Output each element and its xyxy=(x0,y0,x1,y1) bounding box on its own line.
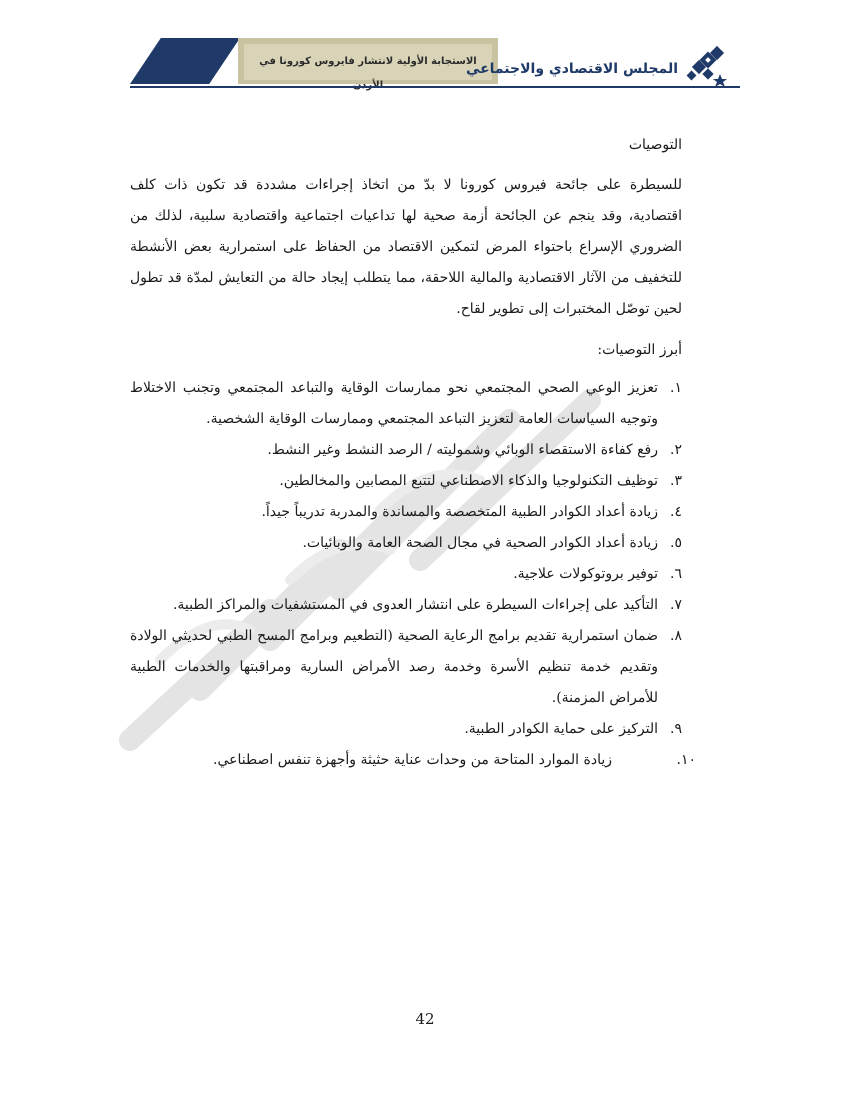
main-content xyxy=(130,130,696,776)
list-item xyxy=(130,559,682,590)
list-item-text: توفير بروتوكولات علاجية. xyxy=(513,566,658,582)
list-item-text: توظيف التكنولوجيا والذكاء الاصطناعي لتتبع المصابين والمخالطين. xyxy=(279,473,658,489)
intro-paragraph: للسيطرة على جائحة فيروس كورونا لا بدّ من اتخاذ إجراءات مشددة قد تكون ذات كلف اقتصادية، وقد ينجم عن الجائحة أزمة صحية لها تداعيات اجتماعية واقتصادية سلبية، لذلك من الضروري الإسراع باحتواء المرض لتمكين الاقتصاد من الحفاظ على استمرارية بعض الأنشطة للتخفيف من الآثار الاقتصادية والمالية اللاحقة، مما يتطلب إيجاد حالة من التعايش لمدّة قد تطول لحين توصّل المختبرات إلى تطوير لقاح. xyxy=(130,177,682,317)
list-item xyxy=(130,590,682,621)
recommendations-list xyxy=(130,373,696,776)
list-item-number: ٨. xyxy=(670,628,682,644)
list-item-text: التأكيد على إجراءات السيطرة على انتشار العدوى في المستشفيات والمراكز الطبية. xyxy=(172,597,658,613)
list-item xyxy=(130,621,682,714)
list-item xyxy=(130,435,682,466)
list-item-number: ٩. xyxy=(670,721,682,737)
recommendations-title: أبرز التوصيات: xyxy=(597,342,682,358)
list-item-number: ١٠. xyxy=(676,752,696,768)
list-item xyxy=(130,497,682,528)
page-number: 42 xyxy=(415,1010,435,1028)
list-item xyxy=(130,528,682,559)
list-item xyxy=(130,714,682,745)
list-item-text: التركيز على حماية الكوادر الطبية. xyxy=(464,721,658,737)
council-name: المجلس الاقتصادي والاجتماعي xyxy=(465,61,678,77)
council-logo-icon xyxy=(682,44,732,90)
list-item xyxy=(130,466,682,497)
list-item-number: ١. xyxy=(670,380,682,396)
list-item-number: ٢. xyxy=(670,442,682,458)
list-item-text: زيادة الموارد المتاحة من وحدات عناية حثيثة وأجهزة تنفس اصطناعي. xyxy=(213,752,612,768)
list-item xyxy=(130,373,682,435)
list-item xyxy=(130,745,696,776)
list-item-text: رفع كفاءة الاستقصاء الوبائي وشموليته / الرصد النشط وغير النشط. xyxy=(267,442,658,458)
list-item-number: ٦. xyxy=(670,566,682,582)
header-navy-shape xyxy=(130,38,240,84)
header-rule xyxy=(130,86,740,88)
list-item-number: ٥. xyxy=(670,535,682,551)
section-title: التوصيات xyxy=(628,137,682,153)
page-header xyxy=(0,0,850,100)
list-item-number: ٣. xyxy=(670,473,682,489)
list-item-text: تعزيز الوعي الصحي المجتمعي نحو ممارسات الوقاية والتباعد المجتمعي وتجنب الاختلاط وتوجيه السياسات العامة لتعزيز التباعد المجتمعي وممارسات الوقاية الشخصية. xyxy=(130,380,658,427)
document-subtitle: الاستجابة الأولية لانتشار فايروس كورونا في xyxy=(259,56,477,67)
list-item-text: زيادة أعداد الكوادر الطبية المتخصصة والمساندة والمدربة تدريباً جيداً. xyxy=(261,504,658,520)
list-item-number: ٧. xyxy=(670,597,682,613)
list-item-text: ضمان استمرارية تقديم برامج الرعاية الصحية (التطعيم وبرامج المسح الطبي لحديثي الولادة وتقديم خدمة تنظيم الأسرة وخدمة رصد الأمراض السارية ومراقبتها والخدمات الطبية للأمراض المزمنة). xyxy=(130,628,658,706)
list-item-number: ٤. xyxy=(670,504,682,520)
list-item-text: زيادة أعداد الكوادر الصحية في مجال الصحة العامة والوبائيات. xyxy=(302,535,658,551)
